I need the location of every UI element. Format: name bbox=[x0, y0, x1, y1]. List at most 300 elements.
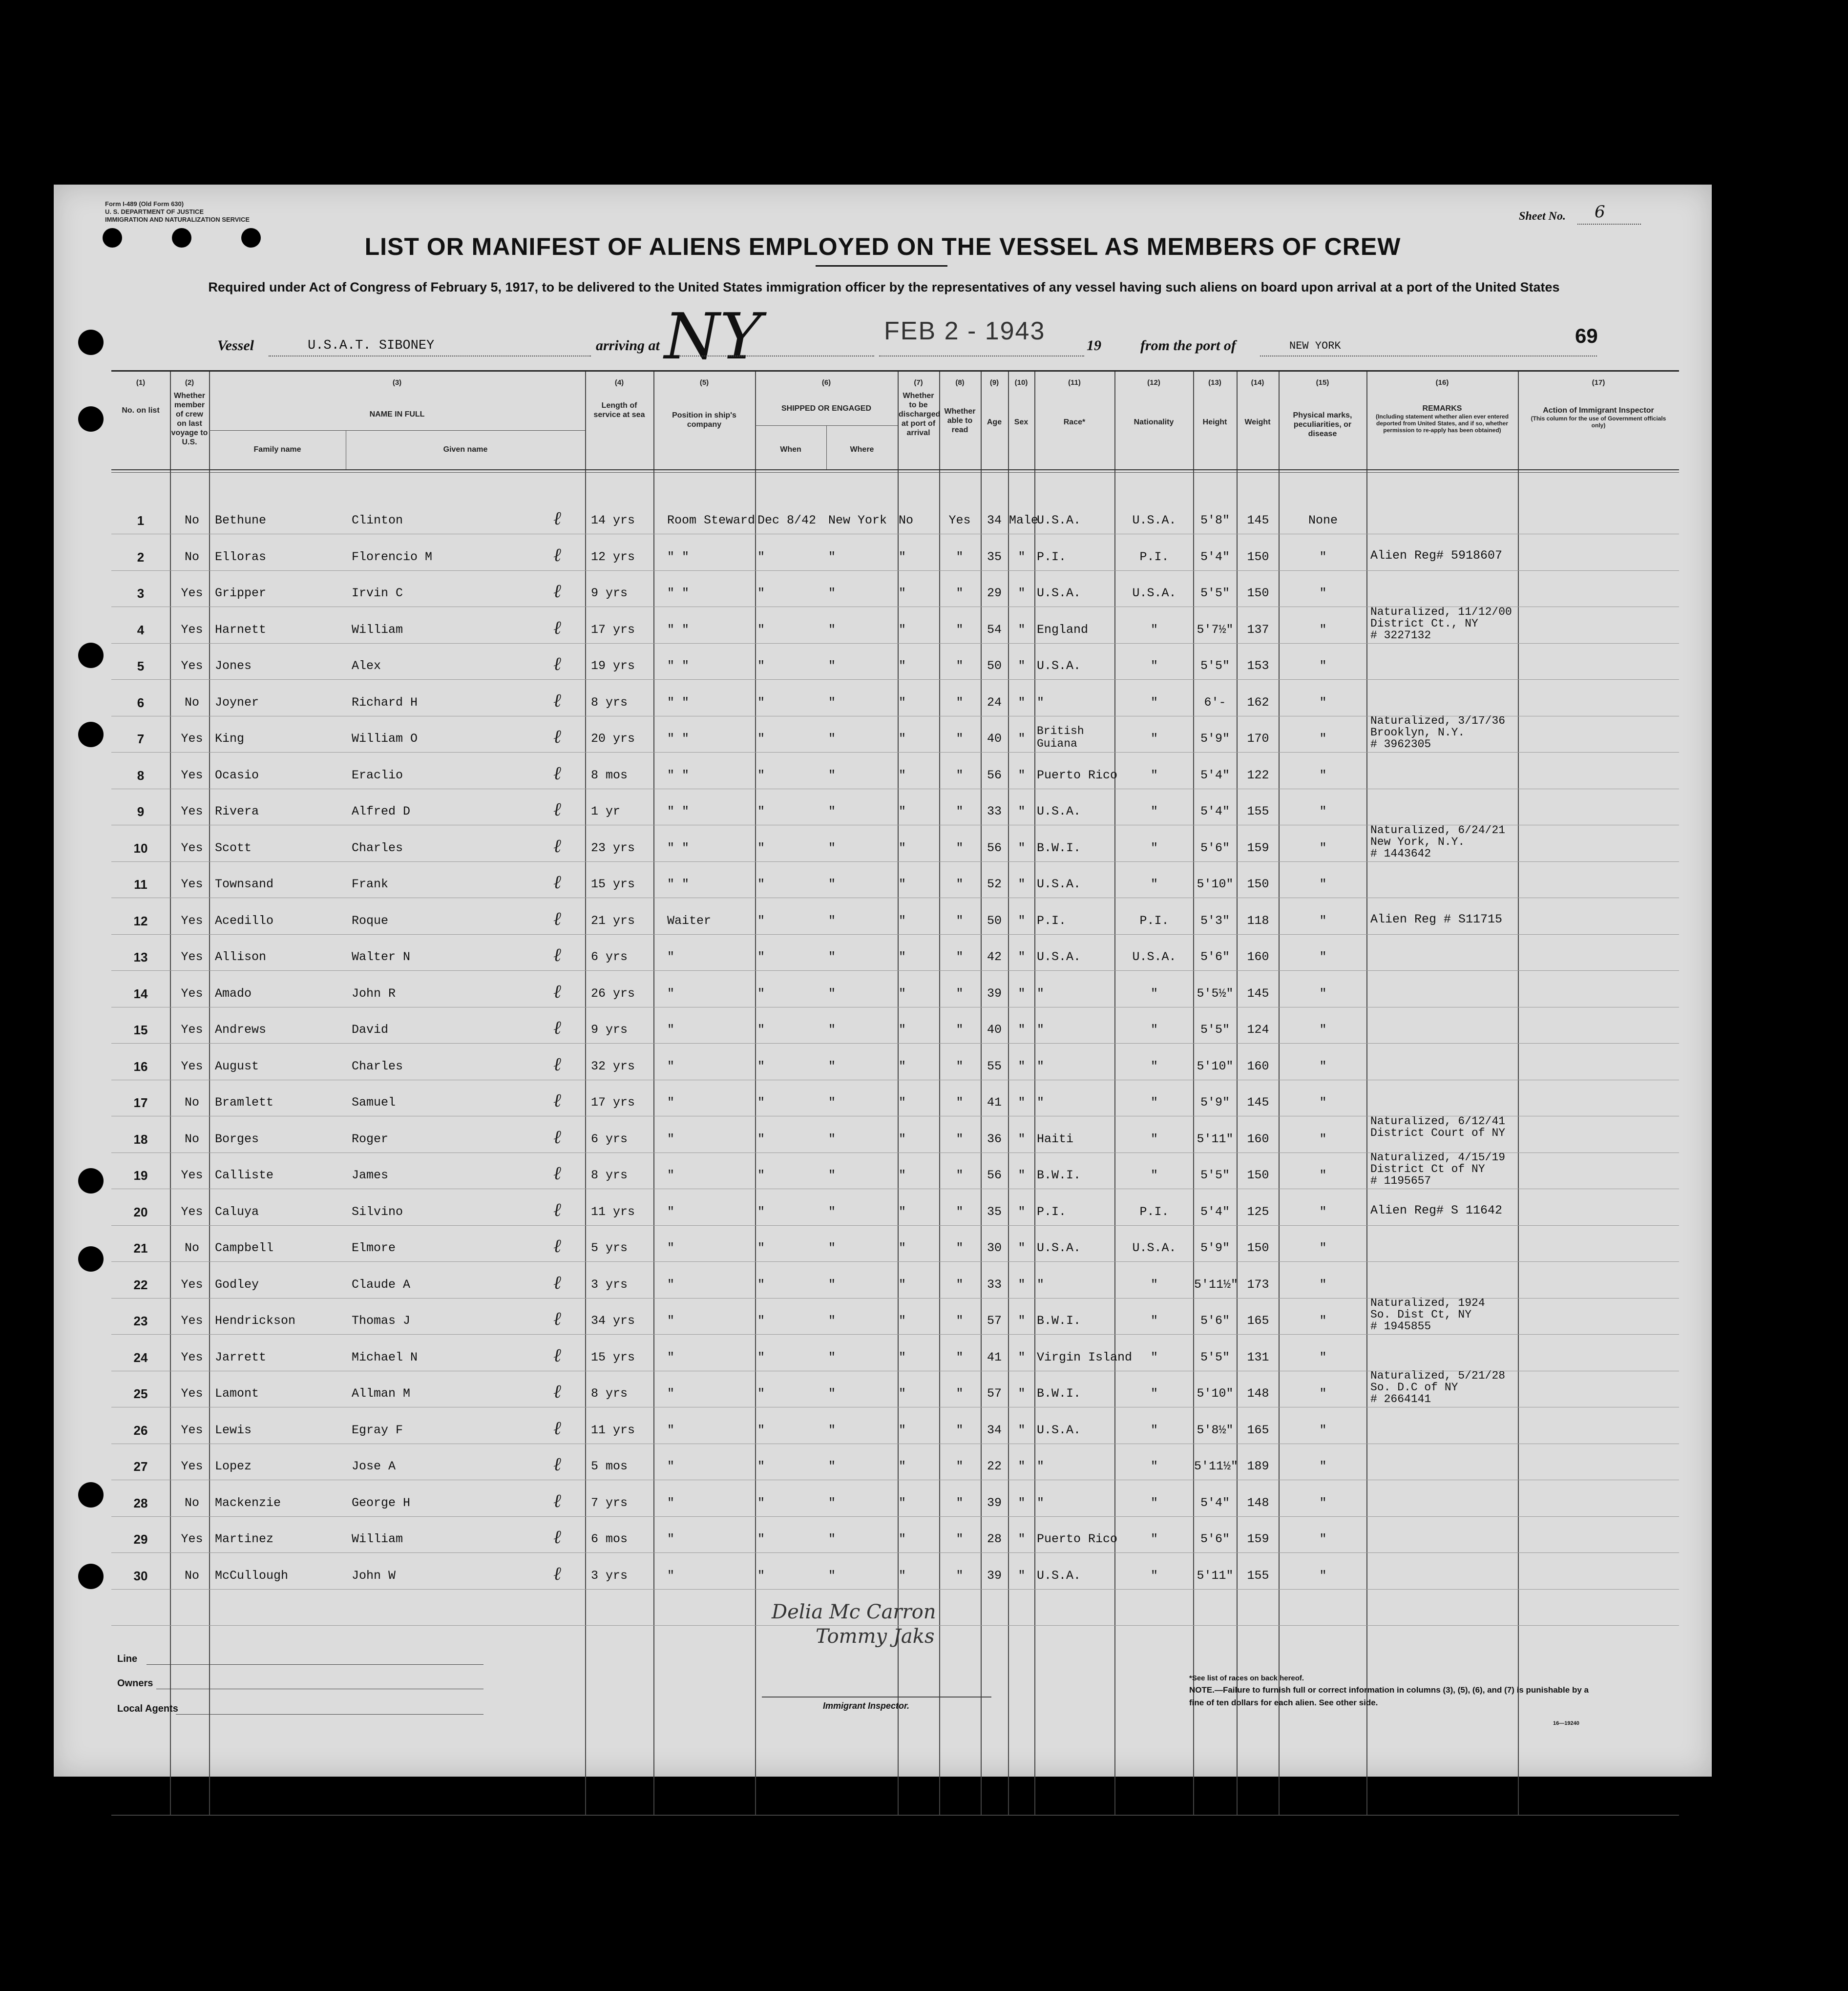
cell-age: 22 bbox=[987, 1459, 1002, 1473]
cell-position: " bbox=[667, 1023, 675, 1037]
cell-family: Harnett bbox=[215, 622, 267, 637]
cell-family: Jones bbox=[215, 659, 252, 673]
cell-read: " bbox=[956, 1204, 964, 1219]
cell-age: 41 bbox=[987, 1350, 1002, 1364]
cell-race: British Guiana bbox=[1037, 725, 1084, 750]
cell-where: " bbox=[828, 1568, 836, 1583]
cell-read: " bbox=[956, 1386, 964, 1401]
cell-height: 5'10" bbox=[1197, 1386, 1234, 1401]
cell-height: 5'5" bbox=[1200, 1168, 1230, 1182]
cell-age: 56 bbox=[987, 1168, 1002, 1182]
cell-nationality: " bbox=[1150, 1495, 1158, 1510]
cell-read: " bbox=[956, 1423, 964, 1437]
cell-discharged: " bbox=[899, 1386, 906, 1401]
cell-where: " bbox=[828, 913, 836, 928]
immigrant-inspector-label: Immigrant Inspector. bbox=[823, 1701, 910, 1711]
cell-nationality: U.S.A. bbox=[1132, 513, 1176, 527]
cell-crew: Yes bbox=[181, 877, 203, 891]
cell-height: 5'5½" bbox=[1197, 986, 1234, 1001]
cell-weight: 145 bbox=[1247, 1095, 1269, 1110]
cell-position: " " bbox=[667, 732, 690, 746]
cell-nationality: P.I. bbox=[1139, 1204, 1169, 1219]
cell-when: " bbox=[757, 840, 765, 855]
cell-sex: " bbox=[1018, 804, 1026, 818]
cell-age: 28 bbox=[987, 1532, 1002, 1546]
binder-hole bbox=[78, 330, 104, 355]
cell-race: Virgin Island bbox=[1037, 1350, 1133, 1364]
cell-weight: 150 bbox=[1247, 586, 1269, 600]
cell-where: " bbox=[828, 1423, 836, 1437]
cell-nationality: " bbox=[1150, 768, 1158, 782]
cell-service: 8 yrs bbox=[591, 695, 628, 710]
cell-discharged: " bbox=[899, 768, 906, 782]
cell-marks: " bbox=[1319, 1241, 1327, 1255]
cell-discharged: " bbox=[899, 1350, 906, 1364]
cell-discharged: " bbox=[899, 586, 906, 600]
cell-remarks: Alien Reg# 5918607 bbox=[1370, 548, 1503, 563]
cell-race: " bbox=[1037, 1459, 1045, 1473]
cell-nationality: U.S.A. bbox=[1132, 1241, 1176, 1255]
cell-height: 5'5" bbox=[1200, 1023, 1230, 1037]
cell-crew: Yes bbox=[181, 1023, 203, 1037]
cell-sex: Male bbox=[1009, 513, 1039, 527]
cell-crew: Yes bbox=[181, 986, 203, 1001]
cell-sex: " bbox=[1018, 1059, 1026, 1073]
cell-sex: " bbox=[1018, 586, 1026, 600]
cell-age: 57 bbox=[987, 1386, 1002, 1401]
cell-race: P.I. bbox=[1037, 549, 1067, 564]
cell-given: William bbox=[352, 1532, 403, 1546]
cell-position: " bbox=[667, 1095, 675, 1110]
cell-marks: " bbox=[1319, 877, 1327, 891]
cell-marks: None bbox=[1308, 513, 1338, 527]
cell-weight: 145 bbox=[1247, 513, 1269, 527]
cell-crew: Yes bbox=[181, 1532, 203, 1546]
cell-sex: " bbox=[1018, 1095, 1026, 1110]
check-mark-icon: ℓ bbox=[553, 798, 561, 820]
races-note: *See list of races on back hereof. bbox=[1189, 1674, 1304, 1682]
check-mark-icon: ℓ bbox=[553, 1526, 561, 1548]
cell-weight: 159 bbox=[1247, 1532, 1269, 1546]
cell-marks: " bbox=[1319, 986, 1327, 1001]
date-stamp: FEB 2 - 1943 bbox=[884, 317, 1046, 345]
cell-where: " bbox=[828, 1095, 836, 1110]
cell-where: " bbox=[828, 950, 836, 964]
cell-service: 32 yrs bbox=[591, 1059, 635, 1073]
binder-hole bbox=[241, 228, 261, 248]
cell-no: 23 bbox=[133, 1314, 148, 1328]
cell-discharged: " bbox=[899, 1132, 906, 1146]
cell-nationality: " bbox=[1150, 1350, 1158, 1364]
cell-marks: " bbox=[1319, 1459, 1327, 1473]
cell-when: " bbox=[757, 1277, 765, 1292]
cell-family: McCullough bbox=[215, 1568, 289, 1583]
cell-discharged: " bbox=[899, 1459, 906, 1473]
cell-height: 5'4" bbox=[1200, 1204, 1230, 1219]
cell-read: " bbox=[956, 950, 964, 964]
col-header-inspector-action bbox=[1525, 406, 1672, 429]
cell-weight: 153 bbox=[1247, 659, 1269, 673]
cell-marks: " bbox=[1319, 768, 1327, 782]
col-num-2: (2) bbox=[185, 378, 194, 387]
cell-where: " bbox=[828, 1277, 836, 1292]
cell-marks: " bbox=[1319, 659, 1327, 673]
cell-no: 11 bbox=[134, 877, 147, 892]
cell-height: 5'4" bbox=[1200, 549, 1230, 564]
cell-given: John R bbox=[352, 986, 396, 1001]
cell-family: Godley bbox=[215, 1277, 259, 1292]
cell-height: 5'10" bbox=[1197, 877, 1234, 891]
cell-discharged: " bbox=[899, 659, 906, 673]
cell-service: 3 yrs bbox=[591, 1568, 628, 1583]
cell-height: 5'6" bbox=[1200, 1314, 1230, 1328]
cell-service: 5 mos bbox=[591, 1459, 628, 1473]
cell-given: Jose A bbox=[352, 1459, 396, 1473]
cell-position: " " bbox=[667, 549, 690, 564]
cell-weight: 124 bbox=[1247, 1023, 1269, 1037]
cell-nationality: U.S.A. bbox=[1132, 950, 1176, 964]
cell-race: U.S.A. bbox=[1037, 1423, 1081, 1437]
col-header-where: Where bbox=[850, 445, 874, 454]
cell-nationality: " bbox=[1150, 622, 1158, 637]
cell-family: Bramlett bbox=[215, 1095, 274, 1110]
cell-height: 5'7½" bbox=[1197, 622, 1234, 637]
cell-age: 56 bbox=[987, 840, 1002, 855]
cell-age: 39 bbox=[987, 1495, 1002, 1510]
cell-race: " bbox=[1037, 1095, 1045, 1110]
check-mark-icon: ℓ bbox=[553, 871, 561, 893]
cell-service: 6 mos bbox=[591, 1532, 628, 1546]
cell-sex: " bbox=[1018, 1241, 1026, 1255]
cell-position: " " bbox=[667, 804, 690, 818]
cell-when: " bbox=[757, 913, 765, 928]
cell-when: " bbox=[757, 1495, 765, 1510]
cell-given: Michael N bbox=[352, 1350, 418, 1364]
cell-weight: 150 bbox=[1247, 549, 1269, 564]
cell-height: 5'4" bbox=[1200, 1495, 1230, 1510]
cell-sex: " bbox=[1018, 549, 1026, 564]
cell-read: " bbox=[956, 1459, 964, 1473]
cell-discharged: " bbox=[899, 695, 906, 710]
cell-marks: " bbox=[1319, 732, 1327, 746]
cell-service: 8 yrs bbox=[591, 1386, 628, 1401]
cell-no: 6 bbox=[137, 695, 145, 710]
cell-race: " bbox=[1037, 695, 1045, 710]
binder-hole bbox=[172, 228, 191, 248]
cell-service: 6 yrs bbox=[591, 1132, 628, 1146]
cell-when: " bbox=[757, 1314, 765, 1328]
binder-hole bbox=[78, 1564, 104, 1589]
cell-marks: " bbox=[1319, 586, 1327, 600]
cell-when: " bbox=[757, 877, 765, 891]
cell-marks: " bbox=[1319, 1023, 1327, 1037]
cell-when: " bbox=[757, 622, 765, 637]
cell-where: " bbox=[828, 1059, 836, 1073]
cell-service: 9 yrs bbox=[591, 586, 628, 600]
col-header-race: Race* bbox=[1063, 418, 1086, 426]
cell-race: U.S.A. bbox=[1037, 659, 1081, 673]
cell-discharged: " bbox=[899, 840, 906, 855]
cell-where: " bbox=[828, 986, 836, 1001]
cell-family: Caluya bbox=[215, 1204, 259, 1219]
cell-age: 57 bbox=[987, 1314, 1002, 1328]
col-header-age: Age bbox=[987, 418, 1002, 426]
cell-crew: Yes bbox=[181, 768, 203, 782]
cell-where: " bbox=[828, 1023, 836, 1037]
department-name: U. S. DEPARTMENT OF JUSTICE bbox=[105, 208, 204, 215]
cell-read: Yes bbox=[948, 513, 971, 527]
check-mark-icon: ℓ bbox=[553, 1017, 561, 1038]
cell-age: 34 bbox=[987, 513, 1002, 527]
cell-given: Egray F bbox=[352, 1423, 403, 1437]
cell-marks: " bbox=[1319, 549, 1327, 564]
cell-given: Frank bbox=[352, 877, 389, 891]
check-mark-icon: ℓ bbox=[553, 1453, 561, 1475]
cell-no: 30 bbox=[133, 1568, 148, 1583]
service-name: IMMIGRATION AND NATURALIZATION SERVICE bbox=[105, 216, 250, 223]
cell-age: 35 bbox=[987, 549, 1002, 564]
cell-read: " bbox=[956, 1277, 964, 1292]
cell-race: U.S.A. bbox=[1037, 1568, 1081, 1583]
cell-marks: " bbox=[1319, 1168, 1327, 1182]
binder-hole bbox=[78, 1482, 104, 1508]
cell-marks: " bbox=[1319, 1532, 1327, 1546]
cell-race: B.W.I. bbox=[1037, 1386, 1081, 1401]
col-header-family-name: Family name bbox=[253, 445, 301, 454]
crew-manifest-table bbox=[111, 370, 1679, 1816]
cell-marks: " bbox=[1319, 1132, 1327, 1146]
cell-height: 5'10" bbox=[1197, 1059, 1234, 1073]
cell-height: 5'6" bbox=[1200, 950, 1230, 964]
cell-read: " bbox=[956, 986, 964, 1001]
cell-no: 13 bbox=[133, 950, 148, 964]
cell-read: " bbox=[956, 840, 964, 855]
col-num-13: (13) bbox=[1208, 378, 1221, 387]
cell-discharged: " bbox=[899, 1241, 906, 1255]
col-num-11: (11) bbox=[1068, 378, 1081, 387]
cell-when: " bbox=[757, 1459, 765, 1473]
cell-weight: 165 bbox=[1247, 1314, 1269, 1328]
cell-crew: Yes bbox=[181, 659, 203, 673]
cell-discharged: " bbox=[899, 732, 906, 746]
cell-no: 4 bbox=[137, 622, 145, 637]
cell-position: " bbox=[667, 1168, 675, 1182]
cell-age: 34 bbox=[987, 1423, 1002, 1437]
cell-family: Bethune bbox=[215, 513, 267, 527]
cell-remarks: Naturalized, 6/24/21 New York, N.Y. # 1443642 bbox=[1370, 823, 1506, 860]
cell-position: " bbox=[667, 950, 675, 964]
cell-discharged: " bbox=[899, 1568, 906, 1583]
cell-crew: No bbox=[184, 1132, 199, 1146]
check-mark-icon: ℓ bbox=[553, 1162, 561, 1184]
cell-weight: 160 bbox=[1247, 950, 1269, 964]
cell-crew: No bbox=[184, 1495, 199, 1510]
cell-crew: No bbox=[184, 549, 199, 564]
cell-race: U.S.A. bbox=[1037, 1241, 1081, 1255]
cell-nationality: " bbox=[1150, 1168, 1158, 1182]
cell-when: " bbox=[757, 950, 765, 964]
check-mark-icon: ℓ bbox=[553, 507, 561, 529]
cell-crew: Yes bbox=[181, 586, 203, 600]
cell-crew: Yes bbox=[181, 1459, 203, 1473]
cell-race: P.I. bbox=[1037, 913, 1067, 928]
cell-discharged: " bbox=[899, 1059, 906, 1073]
cell-crew: No bbox=[184, 1095, 199, 1110]
cell-sex: " bbox=[1018, 1277, 1026, 1292]
check-mark-icon: ℓ bbox=[553, 653, 561, 674]
col-header-when: When bbox=[780, 445, 801, 454]
form-title: LIST OR MANIFEST OF ALIENS EMPLOYED ON THE VESSEL AS MEMBERS OF CREW bbox=[364, 233, 1401, 260]
print-code: 16—19240 bbox=[1553, 1720, 1579, 1726]
cell-height: 5'9" bbox=[1200, 1095, 1230, 1110]
cell-family: Hendrickson bbox=[215, 1314, 296, 1328]
cell-nationality: " bbox=[1150, 1277, 1158, 1292]
cell-where: " bbox=[828, 768, 836, 782]
cell-height: 5'9" bbox=[1200, 732, 1230, 746]
cell-crew: Yes bbox=[181, 732, 203, 746]
cell-position: " bbox=[667, 1241, 675, 1255]
cell-age: 33 bbox=[987, 1277, 1002, 1292]
cell-discharged: " bbox=[899, 622, 906, 637]
cell-when: " bbox=[757, 804, 765, 818]
cell-given: Irvin C bbox=[352, 586, 403, 600]
cell-service: 1 yr bbox=[591, 804, 621, 818]
cell-service: 14 yrs bbox=[591, 513, 635, 527]
col-header-able-to-read: Whether able to read bbox=[944, 407, 976, 434]
cell-position: Waiter bbox=[667, 913, 712, 928]
cell-discharged: " bbox=[899, 877, 906, 891]
cell-service: 23 yrs bbox=[591, 840, 635, 855]
cell-age: 24 bbox=[987, 695, 1002, 710]
cell-discharged: " bbox=[899, 1532, 906, 1546]
cell-crew: No bbox=[184, 695, 199, 710]
cell-service: 7 yrs bbox=[591, 1495, 628, 1510]
col-header-shipped-or-engaged: SHIPPED OR ENGAGED bbox=[781, 404, 872, 413]
cell-no: 12 bbox=[133, 913, 148, 928]
cell-read: " bbox=[956, 1241, 964, 1255]
cell-when: " bbox=[757, 659, 765, 673]
cell-family: Mackenzie bbox=[215, 1495, 281, 1510]
cell-service: 26 yrs bbox=[591, 986, 635, 1001]
cell-age: 35 bbox=[987, 1204, 1002, 1219]
sheet-label: Sheet No. bbox=[1519, 210, 1566, 223]
cell-marks: " bbox=[1319, 1204, 1327, 1219]
col-num-17: (17) bbox=[1592, 378, 1605, 387]
cell-given: Roger bbox=[352, 1132, 389, 1146]
cell-remarks: Alien Reg # S11715 bbox=[1370, 912, 1503, 926]
cell-sex: " bbox=[1018, 768, 1026, 782]
cell-read: " bbox=[956, 768, 964, 782]
cell-marks: " bbox=[1319, 1059, 1327, 1073]
col-header-sex: Sex bbox=[1014, 418, 1029, 426]
cell-crew: Yes bbox=[181, 913, 203, 928]
cell-marks: " bbox=[1319, 1495, 1327, 1510]
cell-race: Puerto Rico bbox=[1037, 1532, 1118, 1546]
cell-no: 16 bbox=[133, 1059, 148, 1074]
cell-height: 5'8" bbox=[1200, 513, 1230, 527]
cell-read: " bbox=[956, 1059, 964, 1073]
owners-label: Owners bbox=[117, 1678, 153, 1689]
cell-given: Elmore bbox=[352, 1241, 396, 1255]
cell-service: 19 yrs bbox=[591, 659, 635, 673]
cell-nationality: P.I. bbox=[1139, 549, 1169, 564]
cell-service: 12 yrs bbox=[591, 549, 635, 564]
cell-weight: 148 bbox=[1247, 1495, 1269, 1510]
cell-nationality: P.I. bbox=[1139, 913, 1169, 928]
cell-given: Samuel bbox=[352, 1095, 396, 1110]
col-header-given-name: Given name bbox=[443, 445, 488, 454]
cell-age: 39 bbox=[987, 986, 1002, 1001]
cell-sex: " bbox=[1018, 1423, 1026, 1437]
cell-sex: " bbox=[1018, 1568, 1026, 1583]
cell-where: " bbox=[828, 1495, 836, 1510]
col-num-8: (8) bbox=[955, 378, 965, 387]
cell-where: " bbox=[828, 877, 836, 891]
cell-sex: " bbox=[1018, 1386, 1026, 1401]
cell-given: Alex bbox=[352, 659, 381, 673]
col-header-no-on-list: No. on list bbox=[122, 406, 160, 415]
cell-position: " " bbox=[667, 586, 690, 600]
cell-height: 5'5" bbox=[1200, 1350, 1230, 1364]
cell-nationality: " bbox=[1150, 695, 1158, 710]
cell-discharged: " bbox=[899, 1204, 906, 1219]
cell-when: " bbox=[757, 768, 765, 782]
check-mark-icon: ℓ bbox=[553, 1344, 561, 1366]
cell-marks: " bbox=[1319, 1386, 1327, 1401]
cell-service: 8 yrs bbox=[591, 1168, 628, 1182]
check-mark-icon: ℓ bbox=[553, 544, 561, 566]
cell-nationality: " bbox=[1150, 732, 1158, 746]
cell-sex: " bbox=[1018, 1168, 1026, 1182]
col-num-14: (14) bbox=[1251, 378, 1264, 387]
cell-where: " bbox=[828, 1241, 836, 1255]
cell-nationality: " bbox=[1150, 1459, 1158, 1473]
cell-service: 15 yrs bbox=[591, 1350, 635, 1364]
cell-nationality: " bbox=[1150, 1132, 1158, 1146]
cell-where: " bbox=[828, 1314, 836, 1328]
arriving-port: NY bbox=[664, 299, 762, 374]
cell-nationality: " bbox=[1150, 1423, 1158, 1437]
cell-height: 5'11½" bbox=[1194, 1459, 1239, 1473]
col-num-15: (15) bbox=[1316, 378, 1329, 387]
cell-weight: 160 bbox=[1247, 1132, 1269, 1146]
cell-crew: No bbox=[184, 513, 199, 527]
cell-when: " bbox=[757, 1241, 765, 1255]
check-mark-icon: ℓ bbox=[553, 1271, 561, 1293]
cell-marks: " bbox=[1319, 1350, 1327, 1364]
local-agents-label: Local Agents bbox=[117, 1703, 178, 1714]
cell-position: " bbox=[667, 1568, 675, 1583]
cell-race: U.S.A. bbox=[1037, 950, 1081, 964]
cell-service: 8 mos bbox=[591, 768, 628, 782]
cell-crew: Yes bbox=[181, 1314, 203, 1328]
check-mark-icon: ℓ bbox=[553, 580, 561, 602]
cell-family: August bbox=[215, 1059, 259, 1073]
cell-given: David bbox=[352, 1023, 389, 1037]
cell-where: " bbox=[828, 1204, 836, 1219]
cell-nationality: " bbox=[1150, 1059, 1158, 1073]
cell-height: 5'5" bbox=[1200, 659, 1230, 673]
cell-discharged: " bbox=[899, 950, 906, 964]
cell-given: James bbox=[352, 1168, 389, 1182]
cell-service: 17 yrs bbox=[591, 622, 635, 637]
cell-height: 5'11½" bbox=[1194, 1277, 1239, 1292]
check-mark-icon: ℓ bbox=[553, 616, 561, 638]
cell-where: " bbox=[828, 732, 836, 746]
cell-read: " bbox=[956, 622, 964, 637]
cell-race: U.S.A. bbox=[1037, 586, 1081, 600]
cell-family: Townsand bbox=[215, 877, 274, 891]
